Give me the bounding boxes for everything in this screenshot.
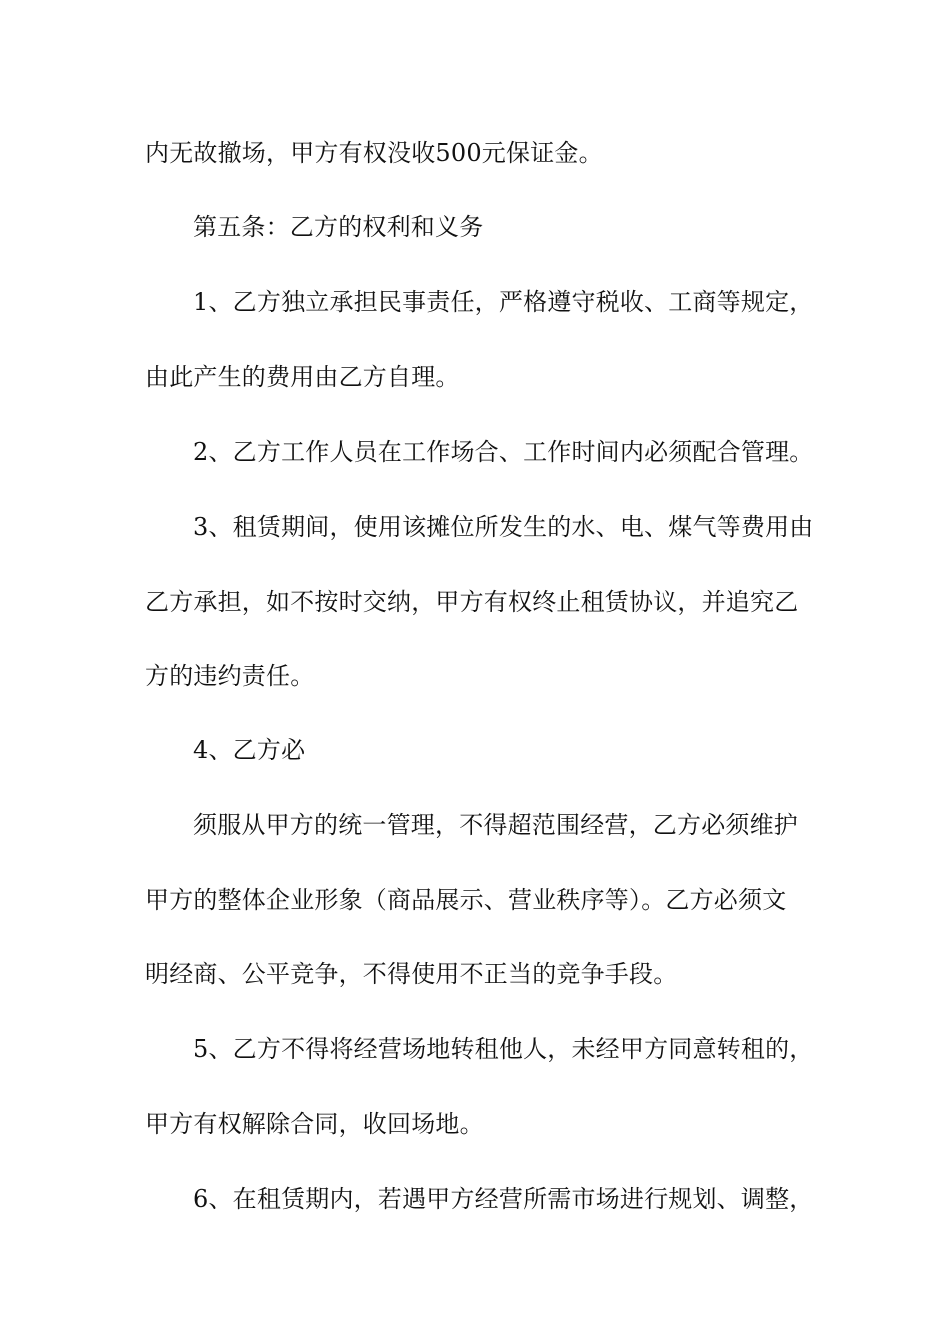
text-line: 须服从甲方的统一管理，不得超范围经营，乙方必须维护 bbox=[193, 811, 798, 839]
text-line: 2、乙方工作人员在工作场合、工作时间内必须配合管理。 bbox=[193, 438, 814, 466]
text-line: 乙方承担，如不按时交纳，甲方有权终止租赁协议，并追究乙 bbox=[145, 588, 799, 616]
text-line: 6、在租赁期内，若遇甲方经营所需市场进行规划、调整， bbox=[193, 1185, 814, 1213]
text-line: 3、租赁期间，使用该摊位所发生的水、电、煤气等费用由 bbox=[193, 513, 814, 541]
text-line: 5、乙方不得将经营场地转租他人，未经甲方同意转租的， bbox=[193, 1035, 814, 1063]
text-line: 由此产生的费用由乙方自理。 bbox=[145, 363, 460, 391]
text-line: 内无故撤场，甲方有权没收500元保证金。 bbox=[145, 139, 603, 167]
text-line: 明经商、公平竞争，不得使用不正当的竞争手段。 bbox=[145, 960, 678, 988]
text-line: 1、乙方独立承担民事责任，严格遵守税收、工商等规定， bbox=[193, 288, 814, 316]
section-heading: 第五条：乙方的权利和义务 bbox=[193, 213, 484, 241]
text-line: 甲方的整体企业形象（商品展示、营业秩序等）。乙方必须文 bbox=[145, 886, 787, 914]
text-line: 4、乙方必 bbox=[193, 736, 306, 764]
text-line: 方的违约责任。 bbox=[145, 662, 315, 690]
text-line: 甲方有权解除合同，收回场地。 bbox=[145, 1110, 484, 1138]
